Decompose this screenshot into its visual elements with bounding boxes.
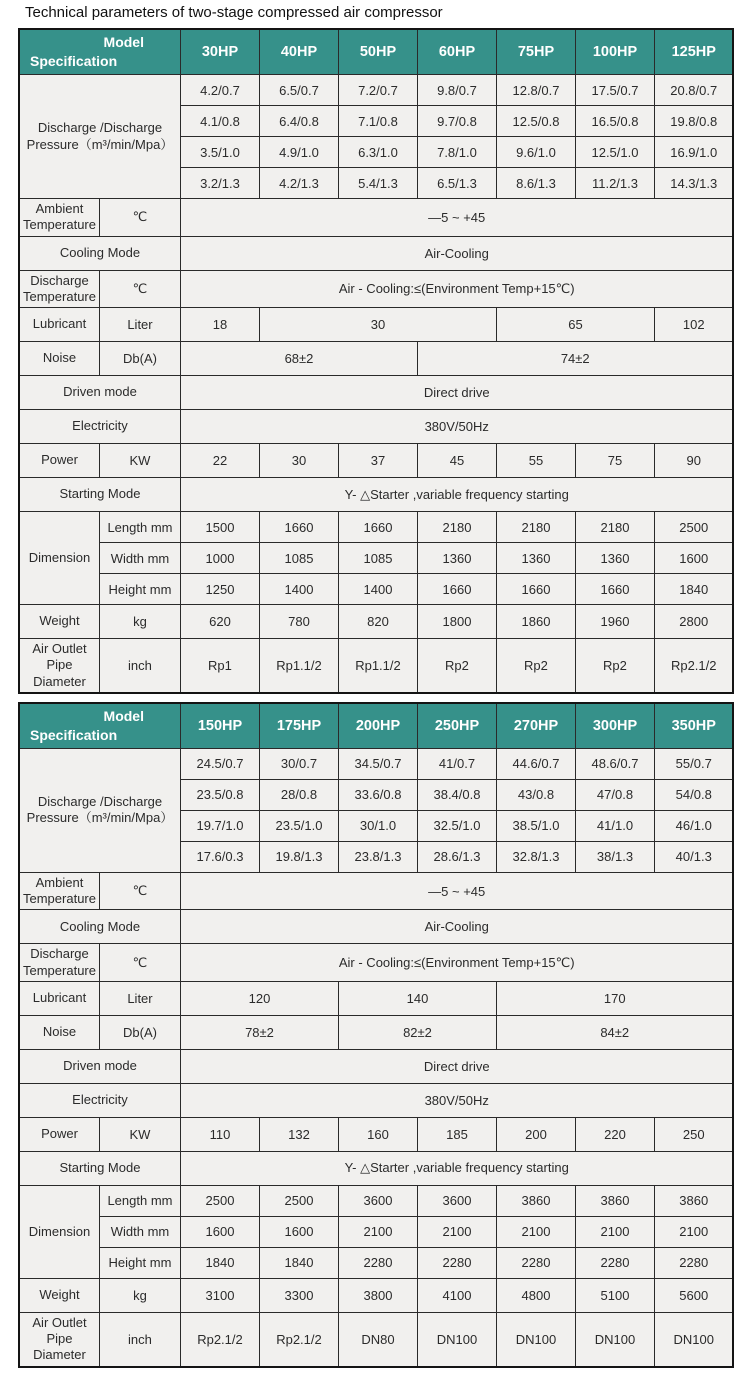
value-cell: Rp1.1/2	[259, 639, 338, 693]
spec-row	[19, 410, 733, 444]
value-cell: 6.4/0.8	[259, 106, 338, 137]
value-cell: 4.1/0.8	[180, 106, 259, 137]
spec-row	[19, 910, 733, 944]
model-header-cell: 100HP	[575, 29, 654, 75]
value-cell: 2500	[180, 1185, 259, 1216]
value-cell: 4800	[496, 1278, 575, 1312]
value-cell: 38.5/1.0	[496, 810, 575, 841]
value-cell: 18	[180, 308, 259, 342]
spec-label-cell: Ambient Temperature	[19, 872, 99, 910]
value-cell: 5.4/1.3	[338, 168, 417, 199]
unit-cell: inch	[99, 639, 180, 693]
value-cell: 7.2/0.7	[338, 75, 417, 106]
value-cell: 1660	[259, 512, 338, 543]
value-cell: 30/1.0	[338, 810, 417, 841]
value-cell: 11.2/1.3	[575, 168, 654, 199]
value-cell: 2280	[496, 1247, 575, 1278]
value-cell: 30	[259, 308, 496, 342]
spec-row	[19, 1247, 733, 1278]
spec-row	[19, 512, 733, 543]
spec-label-cell: Starting Mode	[19, 478, 180, 512]
value-cell: 32.8/1.3	[496, 841, 575, 872]
value-cell: Rp2	[496, 639, 575, 693]
spec-row	[19, 574, 733, 605]
model-header-cell: 30HP	[180, 29, 259, 75]
value-cell: 23.5/1.0	[259, 810, 338, 841]
value-cell: 34.5/0.7	[338, 748, 417, 779]
spec-label-cell: Discharge Temperature	[19, 944, 99, 982]
spec-row	[19, 376, 733, 410]
value-cell: 24.5/0.7	[180, 748, 259, 779]
value-cell: 43/0.8	[496, 779, 575, 810]
model-header-cell: 250HP	[417, 703, 496, 749]
value-cell: 4.2/1.3	[259, 168, 338, 199]
value-cell: 120	[180, 981, 338, 1015]
value-cell: 170	[496, 981, 733, 1015]
value-cell: 1840	[259, 1247, 338, 1278]
value-cell: DN100	[496, 1312, 575, 1366]
spec-row	[19, 543, 733, 574]
spec-label-cell: Weight	[19, 1278, 99, 1312]
value-cell: 12.5/0.8	[496, 106, 575, 137]
value-cell: 185	[417, 1117, 496, 1151]
value-cell: 55	[496, 444, 575, 478]
value-cell: 3800	[338, 1278, 417, 1312]
spec-label-cell: Weight	[19, 605, 99, 639]
value-cell: 9.6/1.0	[496, 137, 575, 168]
value-cell: DN100	[654, 1312, 733, 1366]
spec-row	[19, 1216, 733, 1247]
value-cell: 65	[496, 308, 654, 342]
value-cell: 19.8/1.3	[259, 841, 338, 872]
value-cell: Rp2.1/2	[654, 639, 733, 693]
unit-cell: Db(A)	[99, 342, 180, 376]
spec-row	[19, 1185, 733, 1216]
unit-cell: ℃	[99, 872, 180, 910]
unit-cell: Db(A)	[99, 1015, 180, 1049]
spec-row	[19, 308, 733, 342]
value-cell: 110	[180, 1117, 259, 1151]
value-cell: Rp1.1/2	[338, 639, 417, 693]
value-cell: 55/0.7	[654, 748, 733, 779]
value-cell: Y- △Starter ,variable frequency starting	[180, 1151, 733, 1185]
value-cell: 1600	[259, 1216, 338, 1247]
value-cell: 2500	[654, 512, 733, 543]
value-cell: 620	[180, 605, 259, 639]
value-cell: 1400	[338, 574, 417, 605]
value-cell: Air-Cooling	[180, 236, 733, 270]
value-cell: Air-Cooling	[180, 910, 733, 944]
value-cell: 2280	[654, 1247, 733, 1278]
unit-cell: Liter	[99, 308, 180, 342]
value-cell: 1660	[496, 574, 575, 605]
value-cell: 22	[180, 444, 259, 478]
value-cell: 84±2	[496, 1015, 733, 1049]
model-header-cell: 350HP	[654, 703, 733, 749]
value-cell: 7.8/1.0	[417, 137, 496, 168]
spec-label-cell: Noise	[19, 1015, 99, 1049]
model-header-cell: 300HP	[575, 703, 654, 749]
model-header-cell: 40HP	[259, 29, 338, 75]
value-cell: 54/0.8	[654, 779, 733, 810]
spec-label-cell: Cooling Mode	[19, 236, 180, 270]
value-cell: 2800	[654, 605, 733, 639]
value-cell: 3600	[338, 1185, 417, 1216]
value-cell: 1840	[654, 574, 733, 605]
value-cell: 200	[496, 1117, 575, 1151]
value-cell: 1000	[180, 543, 259, 574]
spec-row	[19, 199, 733, 237]
value-cell: 4.2/0.7	[180, 75, 259, 106]
value-cell: Rp2.1/2	[180, 1312, 259, 1366]
value-cell: 90	[654, 444, 733, 478]
value-cell: 19.8/0.8	[654, 106, 733, 137]
value-cell: 1400	[259, 574, 338, 605]
corner-specification-label: Specification	[30, 53, 118, 69]
value-cell: 3300	[259, 1278, 338, 1312]
value-cell: 1860	[496, 605, 575, 639]
model-header-cell: 270HP	[496, 703, 575, 749]
value-cell: 2280	[417, 1247, 496, 1278]
unit-cell: KW	[99, 1117, 180, 1151]
value-cell: 2100	[575, 1216, 654, 1247]
spec-row	[19, 1278, 733, 1312]
corner-cell	[19, 29, 180, 75]
value-cell: DN100	[417, 1312, 496, 1366]
spec-row	[19, 1015, 733, 1049]
value-cell: 28/0.8	[259, 779, 338, 810]
value-cell: 3860	[575, 1185, 654, 1216]
value-cell: Direct drive	[180, 376, 733, 410]
value-cell: 41/0.7	[417, 748, 496, 779]
spec-label-cell: Noise	[19, 342, 99, 376]
unit-cell: Height mm	[99, 574, 180, 605]
value-cell: 3860	[496, 1185, 575, 1216]
value-cell: 1085	[259, 543, 338, 574]
value-cell: 1600	[654, 543, 733, 574]
tables-container	[0, 28, 750, 1368]
spec-row	[19, 236, 733, 270]
value-cell: 5100	[575, 1278, 654, 1312]
spec-label-cell: Driven mode	[19, 1049, 180, 1083]
value-cell: 41/1.0	[575, 810, 654, 841]
value-cell: 17.6/0.3	[180, 841, 259, 872]
unit-cell: Height mm	[99, 1247, 180, 1278]
value-cell: 250	[654, 1117, 733, 1151]
spec-label-cell: Discharge Temperature	[19, 270, 99, 308]
value-cell: 40/1.3	[654, 841, 733, 872]
value-cell: 132	[259, 1117, 338, 1151]
value-cell: Air - Cooling:≤(Environment Temp+15℃)	[180, 944, 733, 982]
value-cell: 38.4/0.8	[417, 779, 496, 810]
value-cell: 820	[338, 605, 417, 639]
spec-row	[19, 270, 733, 308]
unit-cell: ℃	[99, 199, 180, 237]
value-cell: 780	[259, 605, 338, 639]
spec-label-cell: Starting Mode	[19, 1151, 180, 1185]
spec-label-cell: Discharge /Discharge Pressure（m³/min/Mpa）	[19, 75, 180, 199]
value-cell: 1960	[575, 605, 654, 639]
spec-label-cell: Dimension	[19, 512, 99, 605]
spec-row	[19, 605, 733, 639]
value-cell: 6.5/0.7	[259, 75, 338, 106]
value-cell: 16.9/1.0	[654, 137, 733, 168]
value-cell: 102	[654, 308, 733, 342]
value-cell: 4.9/1.0	[259, 137, 338, 168]
spec-row	[19, 1049, 733, 1083]
value-cell: 32.5/1.0	[417, 810, 496, 841]
value-cell: 1250	[180, 574, 259, 605]
value-cell: Rp2.1/2	[259, 1312, 338, 1366]
page-title: Technical parameters of two-stage compressed air compressor	[25, 4, 443, 21]
spec-label-cell: Air Outlet Pipe Diameter	[19, 639, 99, 693]
unit-cell: Length mm	[99, 512, 180, 543]
model-header-cell: 75HP	[496, 29, 575, 75]
value-cell: 47/0.8	[575, 779, 654, 810]
value-cell: 2100	[654, 1216, 733, 1247]
model-header-cell: 50HP	[338, 29, 417, 75]
value-cell: 23.8/1.3	[338, 841, 417, 872]
unit-cell: Width mm	[99, 1216, 180, 1247]
value-cell: 2180	[575, 512, 654, 543]
value-cell: 12.5/1.0	[575, 137, 654, 168]
value-cell: 78±2	[180, 1015, 338, 1049]
model-header-cell: 200HP	[338, 703, 417, 749]
value-cell: 82±2	[338, 1015, 496, 1049]
spec-row	[19, 872, 733, 910]
value-cell: 1800	[417, 605, 496, 639]
unit-cell: kg	[99, 1278, 180, 1312]
spec-label-cell: Air Outlet Pipe Diameter	[19, 1312, 99, 1366]
value-cell: 38/1.3	[575, 841, 654, 872]
value-cell: 1360	[496, 543, 575, 574]
unit-cell: inch	[99, 1312, 180, 1366]
spec-label-cell: Dimension	[19, 1185, 99, 1278]
value-cell: —5 ~ +45	[180, 199, 733, 237]
value-cell: 3100	[180, 1278, 259, 1312]
spec-row	[19, 444, 733, 478]
spec-label-cell: Cooling Mode	[19, 910, 180, 944]
model-header-cell: 60HP	[417, 29, 496, 75]
value-cell: —5 ~ +45	[180, 872, 733, 910]
value-cell: 37	[338, 444, 417, 478]
spec-label-cell: Lubricant	[19, 981, 99, 1015]
unit-cell: Length mm	[99, 1185, 180, 1216]
value-cell: 12.8/0.7	[496, 75, 575, 106]
value-cell: 68±2	[180, 342, 417, 376]
value-cell: 3600	[417, 1185, 496, 1216]
value-cell: Direct drive	[180, 1049, 733, 1083]
value-cell: 2180	[496, 512, 575, 543]
spec-label-cell: Power	[19, 444, 99, 478]
model-header-cell: 175HP	[259, 703, 338, 749]
spec-row	[19, 944, 733, 982]
spec-label-cell: Lubricant	[19, 308, 99, 342]
value-cell: 380V/50Hz	[180, 410, 733, 444]
spec-row	[19, 748, 733, 779]
value-cell: 1660	[338, 512, 417, 543]
spec-row	[19, 478, 733, 512]
value-cell: 140	[338, 981, 496, 1015]
value-cell: 17.5/0.7	[575, 75, 654, 106]
value-cell: 8.6/1.3	[496, 168, 575, 199]
value-cell: Y- △Starter ,variable frequency starting	[180, 478, 733, 512]
value-cell: 3.2/1.3	[180, 168, 259, 199]
value-cell: 16.5/0.8	[575, 106, 654, 137]
corner-model-label: Model	[103, 34, 144, 50]
value-cell: 380V/50Hz	[180, 1083, 733, 1117]
value-cell: 45	[417, 444, 496, 478]
value-cell: Rp2	[575, 639, 654, 693]
value-cell: 30/0.7	[259, 748, 338, 779]
value-cell: 6.3/1.0	[338, 137, 417, 168]
value-cell: 2100	[338, 1216, 417, 1247]
value-cell: 1660	[575, 574, 654, 605]
unit-cell: Liter	[99, 981, 180, 1015]
value-cell: 5600	[654, 1278, 733, 1312]
spec-row	[19, 1083, 733, 1117]
spec-row	[19, 1151, 733, 1185]
unit-cell: Width mm	[99, 543, 180, 574]
value-cell: Rp1	[180, 639, 259, 693]
value-cell: 48.6/0.7	[575, 748, 654, 779]
value-cell: 1085	[338, 543, 417, 574]
spec-row	[19, 342, 733, 376]
value-cell: 30	[259, 444, 338, 478]
value-cell: 2280	[338, 1247, 417, 1278]
value-cell: DN80	[338, 1312, 417, 1366]
spec-label-cell: Ambient Temperature	[19, 199, 99, 237]
value-cell: 2180	[417, 512, 496, 543]
value-cell: DN100	[575, 1312, 654, 1366]
value-cell: 1660	[417, 574, 496, 605]
spec-label-cell: Driven mode	[19, 376, 180, 410]
spec-label-cell: Discharge /Discharge Pressure（m³/min/Mpa）	[19, 748, 180, 872]
value-cell: 220	[575, 1117, 654, 1151]
model-header-row	[19, 29, 733, 75]
value-cell: 160	[338, 1117, 417, 1151]
value-cell: 4100	[417, 1278, 496, 1312]
value-cell: 1500	[180, 512, 259, 543]
value-cell: 23.5/0.8	[180, 779, 259, 810]
value-cell: 9.8/0.7	[417, 75, 496, 106]
unit-cell: KW	[99, 444, 180, 478]
value-cell: Air - Cooling:≤(Environment Temp+15℃)	[180, 270, 733, 308]
value-cell: 19.7/1.0	[180, 810, 259, 841]
value-cell: 28.6/1.3	[417, 841, 496, 872]
spec-label-cell: Electricity	[19, 1083, 180, 1117]
corner-cell	[19, 703, 180, 749]
value-cell: 2100	[496, 1216, 575, 1247]
spec-row	[19, 639, 733, 693]
spec-label-cell: Power	[19, 1117, 99, 1151]
value-cell: 74±2	[417, 342, 733, 376]
value-cell: 3860	[654, 1185, 733, 1216]
value-cell: 6.5/1.3	[417, 168, 496, 199]
unit-cell: kg	[99, 605, 180, 639]
value-cell: 46/1.0	[654, 810, 733, 841]
spec-label-cell: Electricity	[19, 410, 180, 444]
spec-row	[19, 981, 733, 1015]
spec-row	[19, 1312, 733, 1366]
model-header-cell: 150HP	[180, 703, 259, 749]
value-cell: 7.1/0.8	[338, 106, 417, 137]
value-cell: 1600	[180, 1216, 259, 1247]
value-cell: 1360	[575, 543, 654, 574]
spec-table-2	[18, 702, 734, 1368]
value-cell: 14.3/1.3	[654, 168, 733, 199]
value-cell: 2100	[417, 1216, 496, 1247]
value-cell: 2500	[259, 1185, 338, 1216]
unit-cell: ℃	[99, 270, 180, 308]
value-cell: 33.6/0.8	[338, 779, 417, 810]
corner-specification-label: Specification	[30, 726, 118, 743]
model-header-cell: 125HP	[654, 29, 733, 75]
value-cell: 9.7/0.8	[417, 106, 496, 137]
value-cell: 3.5/1.0	[180, 137, 259, 168]
model-header-row	[19, 703, 733, 749]
value-cell: 1840	[180, 1247, 259, 1278]
value-cell: Rp2	[417, 639, 496, 693]
spec-row	[19, 1117, 733, 1151]
spec-row	[19, 75, 733, 106]
value-cell: 44.6/0.7	[496, 748, 575, 779]
corner-model-label: Model	[103, 707, 144, 724]
unit-cell: ℃	[99, 944, 180, 982]
value-cell: 20.8/0.7	[654, 75, 733, 106]
value-cell: 1360	[417, 543, 496, 574]
spec-table-1	[18, 28, 734, 694]
value-cell: 2280	[575, 1247, 654, 1278]
value-cell: 75	[575, 444, 654, 478]
